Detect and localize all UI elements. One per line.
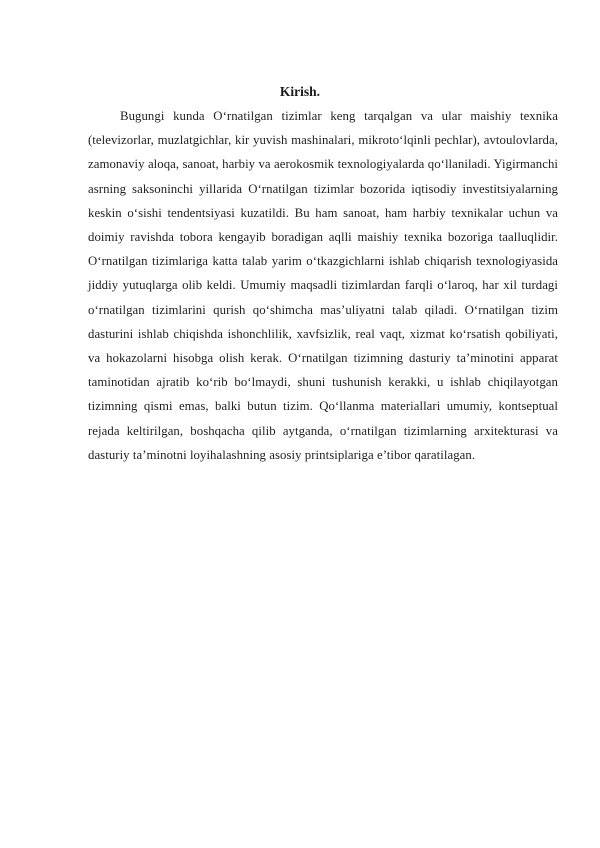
section-heading: Kirish. — [279, 84, 321, 99]
body-paragraph: Bugungi kunda O‘rnatilgan tizimlar keng tarqalgan va ular maishiy texnika (televizorlar, muzlatgichlar, kir yuvish mashinalari, mikroto‘lqinli pechlar), avtoulovlarda, zamonaviy aloqa, sanoat, harbiy va aerokosmik texnologiyalarda qo‘llaniladi. Yigirmanchi asrning saksoninchi yillarida O‘rnatilgan tizimlar bozorida iqtisodiy investitsiyalarning keskin o‘sishi tendentsiyasi kuzatildi. Bu ham sanoat, ham harbiy texnikalar uchun va doimiy ravishda tobora kengayib boradigan aqlli maishiy texnika bozoriga taalluqlidir. O‘rnatilgan tizimlariga katta talab yarim o‘tkazgichlarni ishlab chiqarish texnologiyasida jiddiy yutuqlarga olib keldi. Umumiy maqsadli tizimlardan farqli o‘laroq, har xil turdagi o‘rnatilgan tizimlarini qurish qo‘shimcha mas’uliyatni talab qiladi. O‘rnatilgan tizim dasturini ishlab chiqishda ishonchlilik, xavfsizlik, real vaqt, xizmat ko‘rsatish qobiliyati, va hokazolarni hisobga olish kerak. O‘rnatilgan tizimning dasturiy ta’minotini apparat taminotidan ajratib ko‘rib bo‘lmaydi, shuni tushunish kerakki, u ishlab chiqilayotgan tizimning qismi emas, balki butun tizim. Qo‘llanma materiallari umumiy, kontseptual rejada keltirilgan, boshqacha qilib aytganda, o‘rnatilgan tizimlarning arxitekturasi va dasturiy ta’minotni loyihalashning asosiy printsiplariga e’tibor qaratilagan. — [88, 109, 558, 462]
